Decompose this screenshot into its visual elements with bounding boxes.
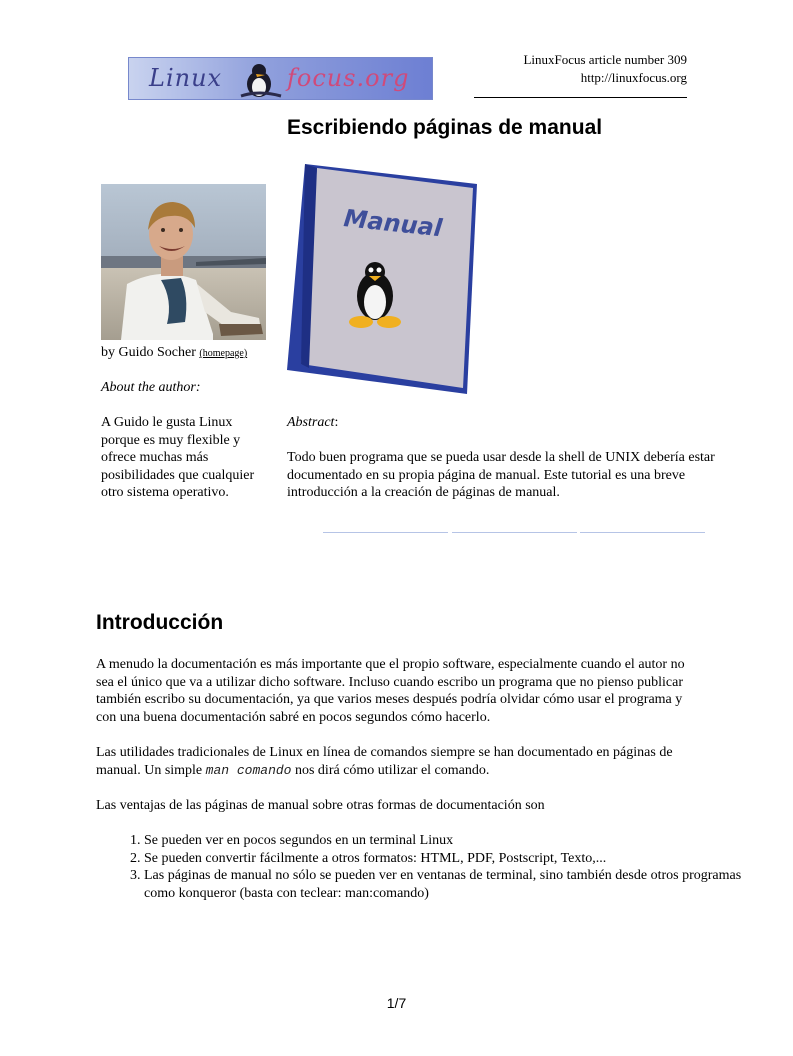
penguin-logo-icon — [237, 60, 285, 100]
manual-cover-label: Manual — [342, 204, 444, 243]
code-man-comando: man comando — [205, 762, 292, 778]
logo-text-focus: focus.org — [287, 64, 410, 92]
page-number: 1/7 — [386, 995, 407, 1011]
separator-line-3 — [580, 532, 705, 533]
about-author-heading: About the author: — [101, 380, 201, 395]
list-item: 3. Las páginas de manual no sólo se pueden ver en ventanas de terminal, sino también desde otros programas como konqueror (basta con teclear: man:comando) — [144, 867, 764, 902]
list-item: 2. Se pueden convertir fácilmente a otros formatos: HTML, PDF, Postscript, Texto,... — [144, 850, 764, 868]
header-rule — [474, 97, 687, 98]
author-name: by Guido Socher — [101, 345, 196, 360]
abstract-heading-colon: : — [334, 415, 339, 430]
about-author-text: A Guido le gusta Linux porque es muy flexible y ofrece muchas más posibilidades que cualquier otro sistema operativo. — [101, 415, 255, 501]
list-item: 1. Se pueden ver en pocos segundos en un terminal Linux — [144, 832, 764, 850]
abstract-heading — [287, 414, 338, 432]
intro-paragraph-1: A menudo la documentación es más importante que el propio software, especialmente cuando el autor no sea el único que va a utilizar dicho software. Incluso cuando escribo un programa que no pienso publicar también escribo su documentación, ya que varios meses después podría olvidar cómo usar el programa y con una buena documentación sabré en pocos segundos cómo hacerlo. — [96, 657, 685, 725]
author-byline — [101, 344, 247, 363]
article-number: LinuxFocus article number 309 — [523, 52, 687, 67]
logo-text-linux: Linux — [149, 64, 223, 92]
manual-cover-illustration — [287, 158, 477, 394]
linuxfocus-logo[interactable] — [128, 57, 433, 100]
separator-line-1 — [323, 532, 448, 533]
author-photo — [101, 184, 266, 340]
article-title: Escribiendo páginas de manual — [287, 116, 603, 139]
abstract-heading-label: Abstract — [287, 415, 335, 430]
advantages-list — [96, 832, 764, 902]
intro-paragraph-2-text-b: nos dirá cómo utilizar el comando. — [291, 762, 490, 778]
intro-paragraph-2-text-a: Las utilidades tradicionales de Linux en línea de comandos siempre se han documentado en páginas de manual. Un simple — [96, 745, 673, 778]
abstract-text: Todo buen programa que se pueda usar desde la shell de UNIX debería estar documentado en su propia página de manual. Este tutorial es una breve introducción a la creación de páginas de manual. — [287, 450, 715, 501]
intro-paragraph-3: Las ventajas de las páginas de manual sobre otras formas de documentación son — [96, 798, 545, 813]
author-homepage-link[interactable]: (homepage) — [199, 348, 248, 359]
separator-line-2 — [452, 532, 577, 533]
section-heading-introduccion: Introducción — [96, 611, 224, 634]
intro-paragraph-2 — [96, 744, 701, 779]
site-url[interactable]: http://linuxfocus.org — [580, 70, 687, 85]
